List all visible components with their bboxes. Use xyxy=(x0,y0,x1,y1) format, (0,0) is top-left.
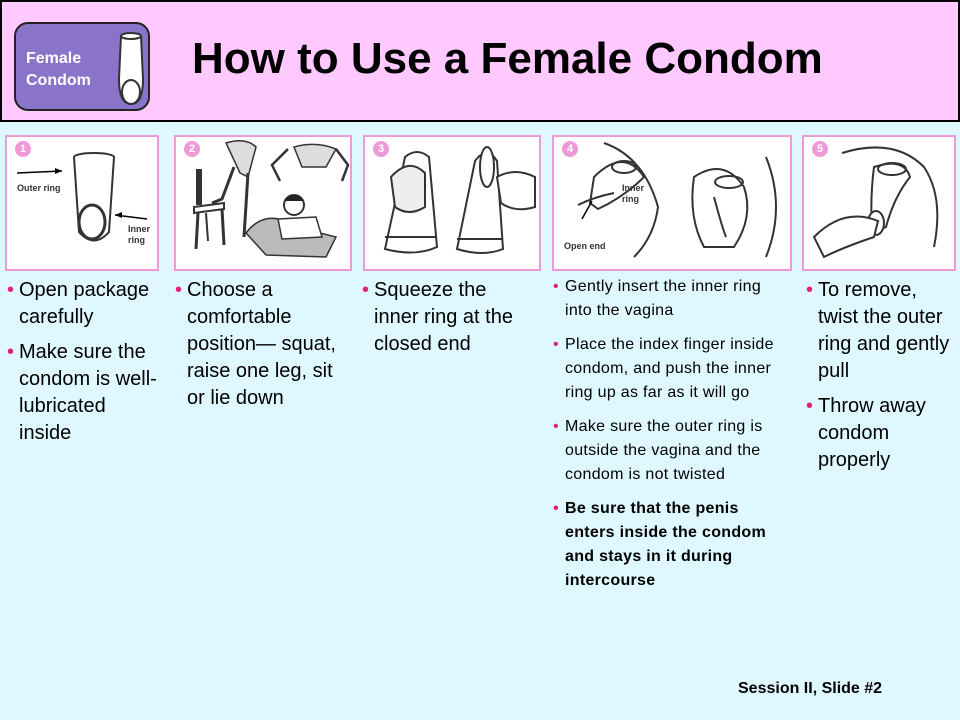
step-3-bullets xyxy=(362,277,522,366)
step-2-bullets xyxy=(175,277,340,420)
step-5-bullets xyxy=(806,277,954,482)
badge-line1: Female xyxy=(26,50,82,67)
step-4-bullets xyxy=(553,275,783,603)
step-1-panel xyxy=(5,135,159,271)
step-1-bullets xyxy=(7,277,157,455)
badge-line2: Condom xyxy=(26,72,91,89)
bullet-item: • Squeeze the inner ring at the closed end xyxy=(362,277,522,358)
bullet-item: • Make sure the condom is well-lubricated inside xyxy=(7,339,157,447)
inner-ring-label-1: Inner xyxy=(128,224,151,234)
bullet-item: • Throw away condom properly xyxy=(806,393,954,474)
step-2-number: 2 xyxy=(184,141,200,157)
bullet-item: • Choose a comfortable position— squat, raise one leg, sit or lie down xyxy=(175,277,340,412)
squeeze-ring-illustration xyxy=(365,137,543,273)
badge-label xyxy=(26,48,91,92)
slide-footer: Session II, Slide #2 xyxy=(738,680,883,697)
condom-icon xyxy=(111,24,151,109)
header-banner xyxy=(0,0,960,122)
female-condom-badge xyxy=(14,22,150,111)
step-4-panel xyxy=(552,135,792,271)
step-1-number: 1 xyxy=(15,141,31,157)
bullet-item-emphasis: • Be sure that the penis enters inside the condom and stays in it during intercourse xyxy=(553,497,783,593)
inner-ring-label-a: Inner xyxy=(622,183,645,193)
step-3-number: 3 xyxy=(373,141,389,157)
inner-ring-label-2: ring xyxy=(128,235,145,245)
outer-ring-label: Outer ring xyxy=(17,183,61,193)
condom-rings-illustration xyxy=(7,137,161,273)
bullet-item: • Make sure the outer ring is outside the vagina and the condom is not twisted xyxy=(553,415,783,487)
bullet-item: • Gently insert the inner ring into the vagina xyxy=(553,275,783,323)
removal-illustration xyxy=(804,137,958,273)
bullet-item: • Open package carefully xyxy=(7,277,157,331)
step-5-number: 5 xyxy=(812,141,828,157)
step-4-number: 4 xyxy=(562,141,578,157)
step-5-panel xyxy=(802,135,956,271)
page-title: How to Use a Female Condom xyxy=(192,34,823,83)
bullet-item: • To remove, twist the outer ring and gently pull xyxy=(806,277,954,385)
insertion-illustration xyxy=(554,137,794,273)
open-end-label: Open end xyxy=(564,241,606,251)
bullet-item: • Place the index finger inside condom, and push the inner ring up as far as it will go xyxy=(553,333,783,405)
inner-ring-label-b: ring xyxy=(622,194,639,204)
step-2-panel xyxy=(174,135,352,271)
positions-illustration xyxy=(176,137,354,273)
step-3-panel xyxy=(363,135,541,271)
